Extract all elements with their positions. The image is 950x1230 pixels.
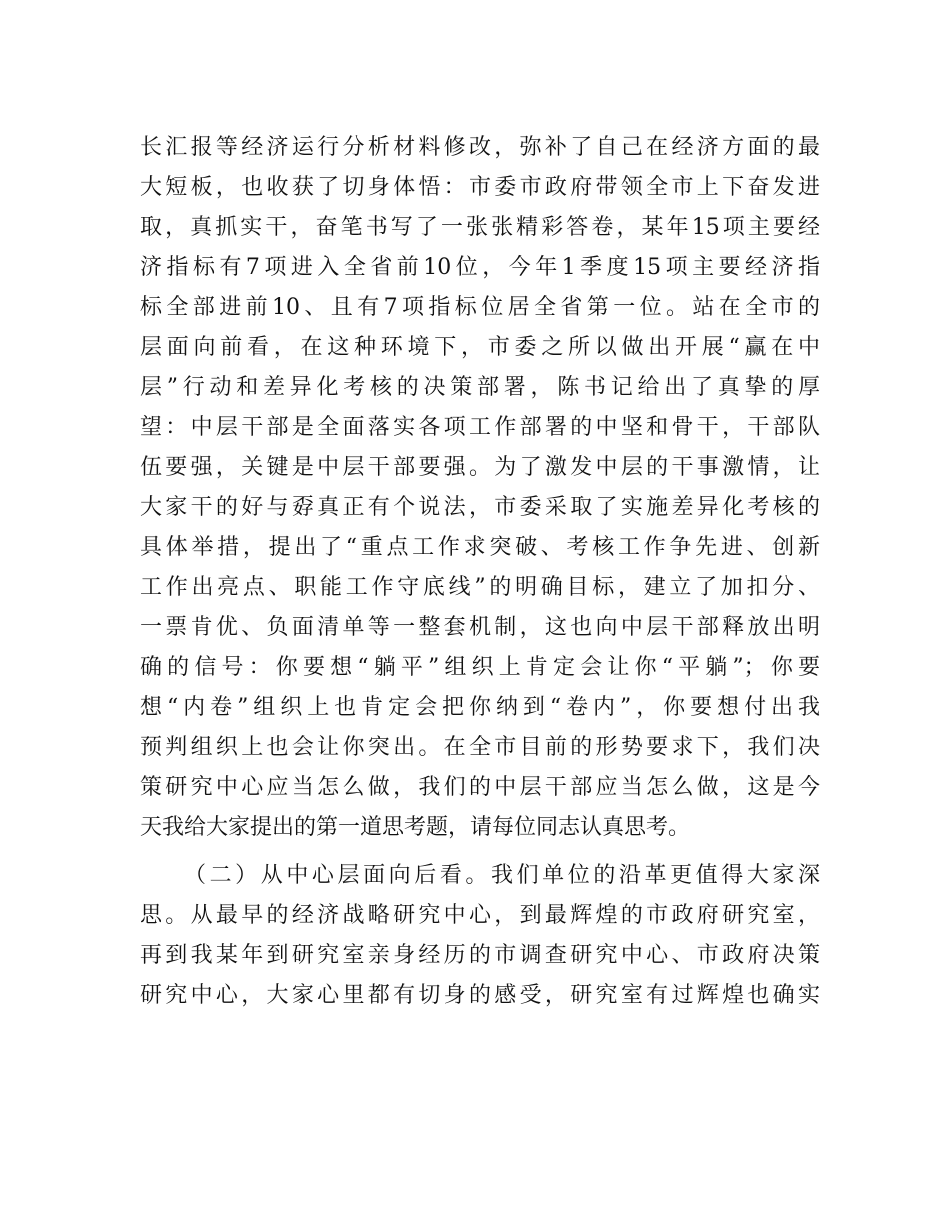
text-line: 层面向前看，在这种环境下，市委之所以做出开展“赢在中 — [140, 335, 820, 360]
paragraph-1 — [140, 128, 820, 848]
paragraph-spacing — [140, 848, 820, 856]
text-line: 思。从最早的经济战略研究中心，到最辉煌的市政府研究室， — [140, 903, 820, 928]
text-line: 伍要强，关键是中层干部要强。为了激发中层的干事激情，让 — [140, 455, 820, 480]
text-line: 一票肯优、负面清单等一整套机制，这也向中层干部释放出明 — [140, 615, 820, 640]
text-line: 层”行动和差异化考核的决策部署，陈书记给出了真挚的厚 — [140, 375, 820, 400]
text-line-indented: （二）从中心层面向后看。我们单位的沿革更值得大家深 — [184, 863, 820, 888]
text-line: 天我给大家提出的第一道思考题，请每位同志认真思考。 — [140, 815, 691, 840]
text-line: 标全部进前10、且有7项指标位居全省第一位。站在全市的 — [140, 295, 820, 320]
text-line: 长汇报等经济运行分析材料修改，弥补了自己在经济方面的最 — [140, 135, 820, 160]
text-line: 研究中心，大家心里都有切身的感受，研究室有过辉煌也确实 — [140, 983, 820, 1008]
body-text — [140, 128, 820, 1016]
paragraph-2 — [140, 856, 820, 1016]
text-line: 济指标有7项进入全省前10位，今年1季度15项主要经济指 — [140, 255, 820, 280]
text-line: 工作出亮点、职能工作守底线”的明确目标，建立了加扣分、 — [140, 575, 820, 600]
text-line: 预判组织上也会让你突出。在全市目前的形势要求下，我们决 — [140, 735, 820, 760]
text-line: 策研究中心应当怎么做，我们的中层干部应当怎么做，这是今 — [140, 775, 820, 800]
text-line: 具体举措，提出了“重点工作求突破、考核工作争先进、创新 — [140, 535, 820, 560]
text-line: 确的信号：你要想“躺平”组织上肯定会让你“平躺”；你要 — [140, 655, 820, 680]
text-line: 取，真抓实干，奋笔书写了一张张精彩答卷，某年15项主要经 — [140, 215, 820, 240]
text-line: 望：中层干部是全面落实各项工作部署的中坚和骨干，干部队 — [140, 415, 820, 440]
text-line: 大短板，也收获了切身体悟：市委市政府带领全市上下奋发进 — [140, 175, 820, 200]
text-line: 大家干的好与孬真正有个说法，市委采取了实施差异化考核的 — [140, 495, 820, 520]
text-line: 想“内卷”组织上也肯定会把你纳到“卷内”，你要想付出我 — [140, 695, 820, 720]
text-line: 再到我某年到研究室亲身经历的市调查研究中心、市政府决策 — [140, 943, 820, 968]
